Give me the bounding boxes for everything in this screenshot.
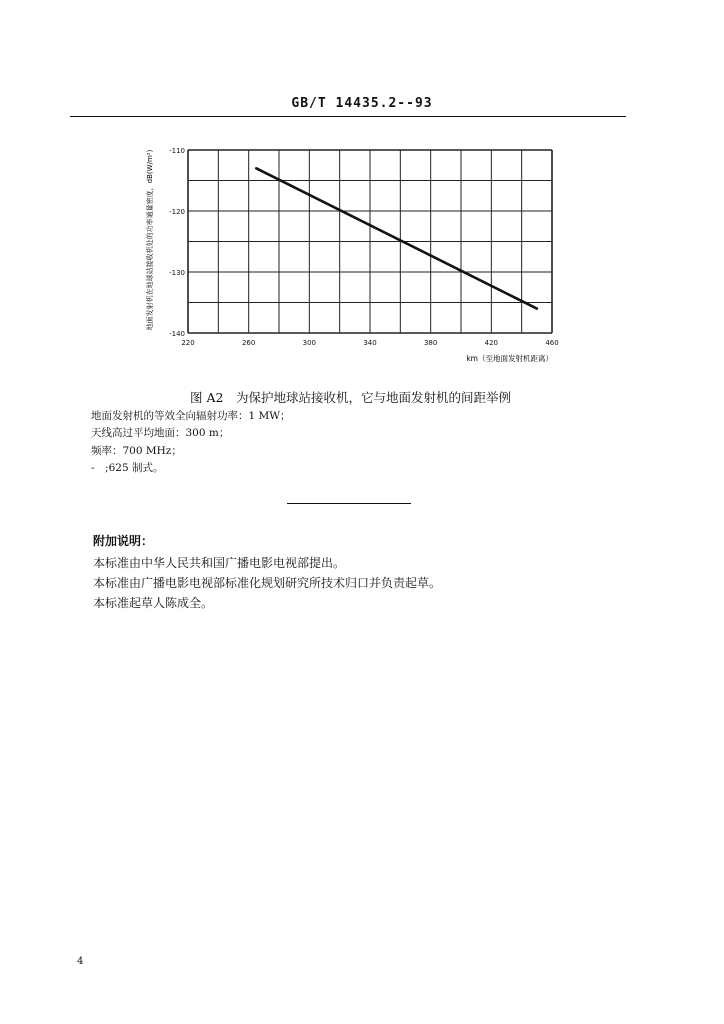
chart-grid xyxy=(188,150,552,333)
series-line xyxy=(256,168,537,308)
y-tick-label: -130 xyxy=(169,269,185,277)
y-tick-labels xyxy=(169,147,185,338)
param-frequency: 频率：700 MHz； xyxy=(91,445,182,457)
x-tick-label: 340 xyxy=(363,339,377,347)
notes-title: 附加说明： xyxy=(93,534,154,548)
section-divider xyxy=(287,503,411,504)
param-antenna-height: 天线高过平均地面：300 m； xyxy=(91,427,230,439)
param-system: - ;625 制式。 xyxy=(91,462,164,474)
y-axis-label: 地面发射机在地球站接收机处的功率通量密度，dB(W/m²) xyxy=(146,149,154,331)
x-tick-label: 460 xyxy=(545,339,559,347)
x-tick-labels xyxy=(181,339,558,347)
x-tick-label: 380 xyxy=(423,339,438,347)
note-line-1: 本标准由中华人民共和国广播电影电视部提出。 xyxy=(93,556,346,570)
note-line-3: 本标准起草人陈成全。 xyxy=(93,596,214,610)
distance-chart xyxy=(0,0,724,380)
x-tick-label: 420 xyxy=(484,339,499,347)
x-tick-label: 300 xyxy=(302,339,317,347)
note-line-2: 本标准由广播电影电视部标准化规划研究所技术归口并负责起草。 xyxy=(93,576,442,590)
figure-caption: 图 A2 为保护地球站接收机，它与地面发射机的间距举例 xyxy=(190,390,511,405)
y-tick-label: -140 xyxy=(169,330,185,338)
param-eirp: 地面发射机的等效全向辐射功率：1 MW； xyxy=(91,410,291,422)
y-tick-label: -110 xyxy=(169,147,185,155)
y-tick-label: -120 xyxy=(169,208,185,216)
x-axis-label: km（至地面发射机距离） xyxy=(466,354,553,363)
series-layer xyxy=(256,168,537,308)
x-tick-label: 220 xyxy=(181,339,195,347)
x-tick-label: 260 xyxy=(241,339,256,347)
page-number: 4 xyxy=(77,956,84,967)
standard-header: GB/T 14435.2--93 xyxy=(291,96,433,111)
